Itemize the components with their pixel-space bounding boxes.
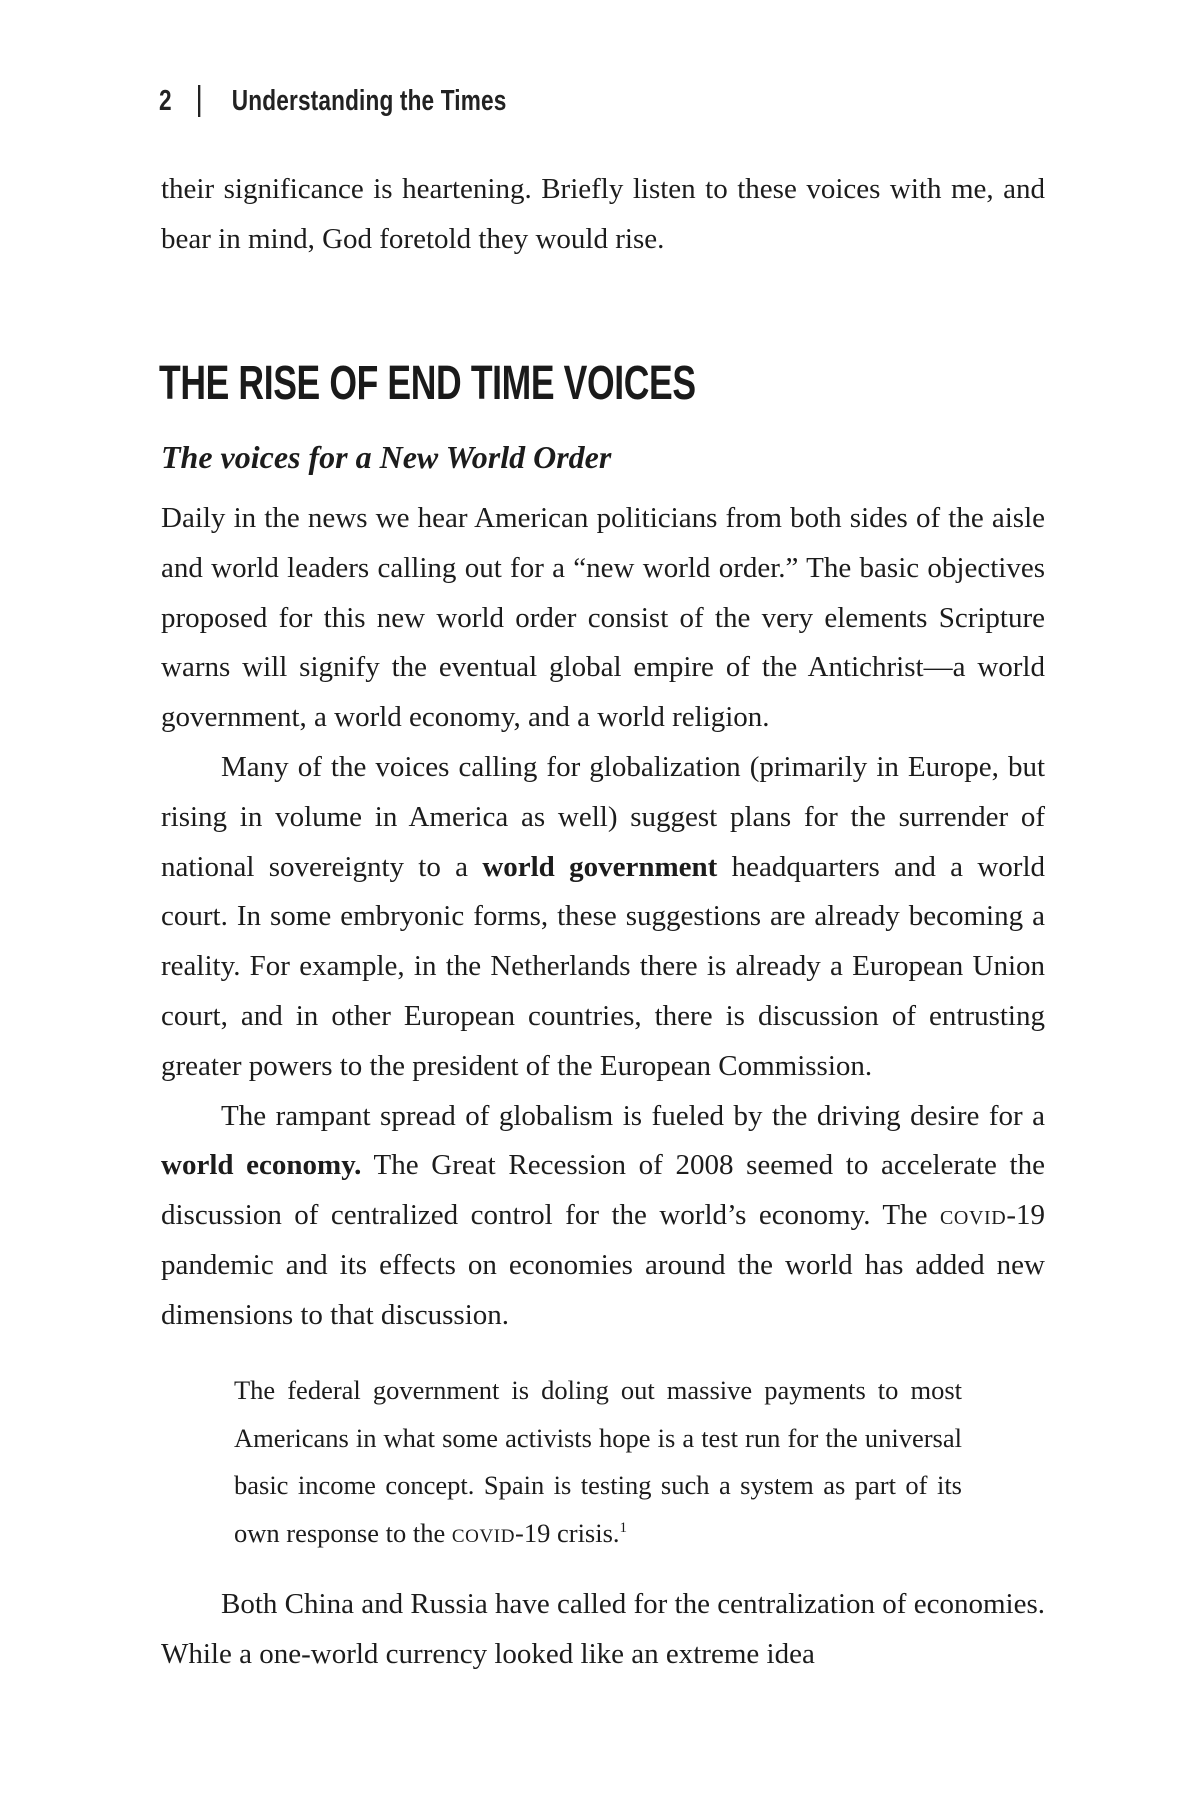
- page-number: 2: [159, 84, 172, 117]
- running-title: Understanding the Times: [231, 84, 507, 117]
- paragraph-3: [161, 1092, 1045, 1341]
- header-separator: [198, 85, 200, 117]
- paragraph-2-text-b: headquarters and a world court. In some embryonic forms, these suggestions are already becoming a reality. For example, in the Netherlands there is already a European Union court, and in other European countries, there is discussion of entrusting greater powers to the president of the European Commission.: [161, 850, 1046, 1082]
- paragraph-2-text-a: Many of the voices calling for globalization (primarily in Europe, but rising in volume in America as well) suggest plans for the surrender of national sovereignty to a: [161, 750, 1045, 883]
- quote-text-a: The federal government is doling out massive payments to most Americans in what some activists hope is a test run for the universal basic income concept. Spain is testing such a system as part of its own response to the: [234, 1375, 962, 1548]
- block-quote: [234, 1367, 962, 1557]
- section-heading: THE RISE OF END TIME VOICES: [159, 357, 696, 410]
- intro-paragraph: their significance is heartening. Briefly listen to these voices with me, and bear in mind, God foretold they would rise.: [161, 173, 1045, 255]
- paragraph-3-text-a: The rampant spread of globalism is fueled by the driving desire for a: [221, 1099, 1045, 1132]
- footnote-marker[interactable]: 1: [619, 1519, 628, 1536]
- running-header: [159, 76, 506, 126]
- quote-text-b: -19 crisis.: [515, 1517, 620, 1548]
- paragraph-1: Daily in the news we hear American politicians from both sides of the aisle and world leaders calling out for a “new world order.” The basic objectives proposed for this new world order consist of the very elements Scripture warns will signify the eventual global empire of the Antichrist—a world government, a world economy, and a world religion.: [161, 502, 1045, 734]
- intro-text: [161, 165, 1045, 265]
- paragraph-3-text-b: The Great Recession of 2008 seemed to accelerate the discussion of centralized control for the world’s economy. The: [161, 1149, 1045, 1232]
- paragraph-2: [161, 743, 1045, 1092]
- quote-smallcaps: covid: [451, 1517, 516, 1548]
- body-text-continued: [161, 1580, 1045, 1680]
- paragraph-3-bold: world economy.: [161, 1149, 362, 1182]
- paragraph-2-bold: world government: [482, 850, 718, 883]
- body-text: [161, 494, 1045, 1341]
- paragraph-3-text-c: -19 pandemic and its effects on economies around the world has added new dimensions to that discussion.: [161, 1199, 1045, 1331]
- paragraph-4: Both China and Russia have called for the centralization of economies. While a one-world currency looked like an extreme idea: [161, 1588, 1045, 1670]
- section-subheading: The voices for a New World Order: [161, 439, 612, 475]
- paragraph-3-smallcaps: covid: [939, 1199, 1007, 1232]
